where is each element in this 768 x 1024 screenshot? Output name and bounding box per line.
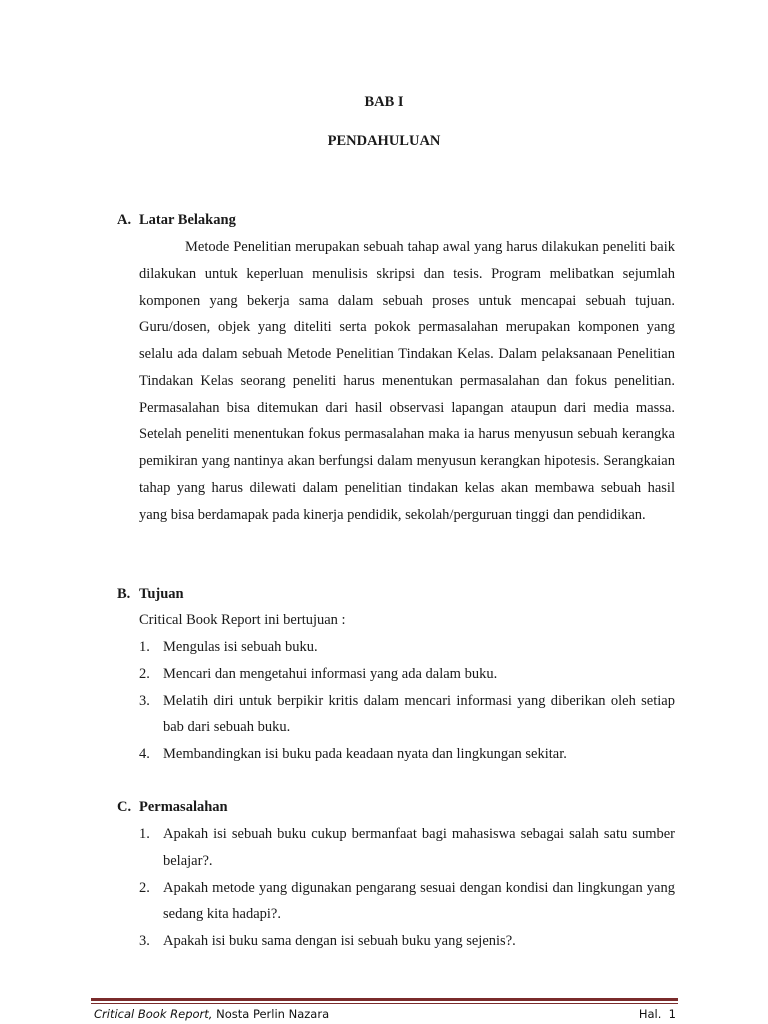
list-item-number: 4. (139, 746, 150, 762)
section-b-heading (117, 586, 184, 603)
section-a-letter: A. (117, 212, 132, 228)
list-item-number: 3. (139, 692, 150, 709)
footer-page-label: Hal. (638, 1007, 662, 1021)
footer-rule-thin (91, 1003, 678, 1004)
section-b-intro: Critical Book Report ini bertujuan : (139, 612, 346, 628)
list-item-text: Apakah metode yang digunakan pengarang sesuai dengan kondisi dan lingkungan yang sedang kita hadapi?. (163, 879, 675, 923)
section-c-title: Permasalahan (139, 799, 228, 815)
footer-report-label: Critical Book Report, (94, 1007, 213, 1021)
list-item (139, 688, 675, 742)
footer-credit (94, 1007, 329, 1021)
footer-page-number (639, 1007, 676, 1021)
list-item (139, 821, 675, 875)
footer-rule (91, 998, 678, 1001)
section-a-title: Latar Belakang (139, 212, 236, 228)
section-c-letter: C. (117, 799, 132, 815)
list-item-number: 2. (139, 879, 150, 896)
list-item-number: 2. (139, 665, 150, 682)
list-item (139, 928, 675, 955)
list-item-text: Apakah isi buku sama dengan isi sebuah buku yang sejenis?. (163, 933, 516, 949)
section-b-letter: B. (117, 586, 131, 602)
list-item-number: 1. (139, 639, 150, 655)
chapter-title: PENDAHULUAN (327, 133, 441, 149)
list-item-text: Apakah isi sebuah buku cukup bermanfaat bagi mahasiswa sebagai salah satu sumber belajar?. (163, 826, 675, 869)
list-item-number: 3. (139, 933, 150, 949)
section-a-heading (117, 212, 236, 229)
section-a-paragraph: Metode Penelitian merupakan sebuah tahap awal yang harus dilakukan peneliti baik dilakukan untuk keperluan menulisis skripsi dan tesis. Program melibatkan sejumlah komponen yang bekerja sama dalam sebuah proses untuk mencapai sebuah tujuan. Guru/dosen, objek yang diteliti serta pokok permasalahan merupakan komponen yang selalu ada dalam sebuah Metode Penelitian Tindakan Kelas. Dalam pelaksanaan Penelitian Tindakan Kelas seorang peneliti harus menentukan permasalahan dan fokus penelitian. Permasalahan bisa ditemukan dari hasil observasi lapangan ataupun dari media massa. Setelah peneliti menentukan fokus permasalahan maka ia harus menyusun sebuah kerangka pemikiran yang nantinya akan berfungsi dalam menyusun kerangkan hipotesis. Serangkaian tahap yang harus dilewati dalam penelitian tindakan kelas akan membawa sebuah hasil yang bisa berdamapak pada kinerja pendidik, sekolah/perguruan tinggi dan pendidikan. (139, 239, 675, 523)
list-item (139, 661, 675, 688)
list-item (139, 741, 675, 768)
list-item-number: 1. (139, 826, 150, 842)
footer-author: Nosta Perlin Nazara (216, 1007, 330, 1021)
list-item (139, 875, 675, 929)
section-b-title: Tujuan (139, 586, 184, 602)
list-item-text: Mengulas isi sebuah buku. (163, 639, 318, 655)
section-c-list (139, 821, 675, 955)
footer-page-value: 1 (668, 1007, 676, 1021)
list-item (139, 634, 675, 661)
list-item-text: Melatih diri untuk berpikir kritis dalam mencari informasi yang diberikan oleh setiap bab dari sebuah buku. (163, 692, 675, 736)
list-item-text: Mencari dan mengetahui informasi yang ada dalam buku. (163, 665, 498, 682)
chapter-number: BAB I (364, 94, 404, 110)
list-item-text: Membandingkan isi buku pada keadaan nyata dan lingkungan sekitar. (163, 746, 567, 762)
section-c-heading (117, 799, 228, 816)
section-b-list (139, 634, 675, 768)
